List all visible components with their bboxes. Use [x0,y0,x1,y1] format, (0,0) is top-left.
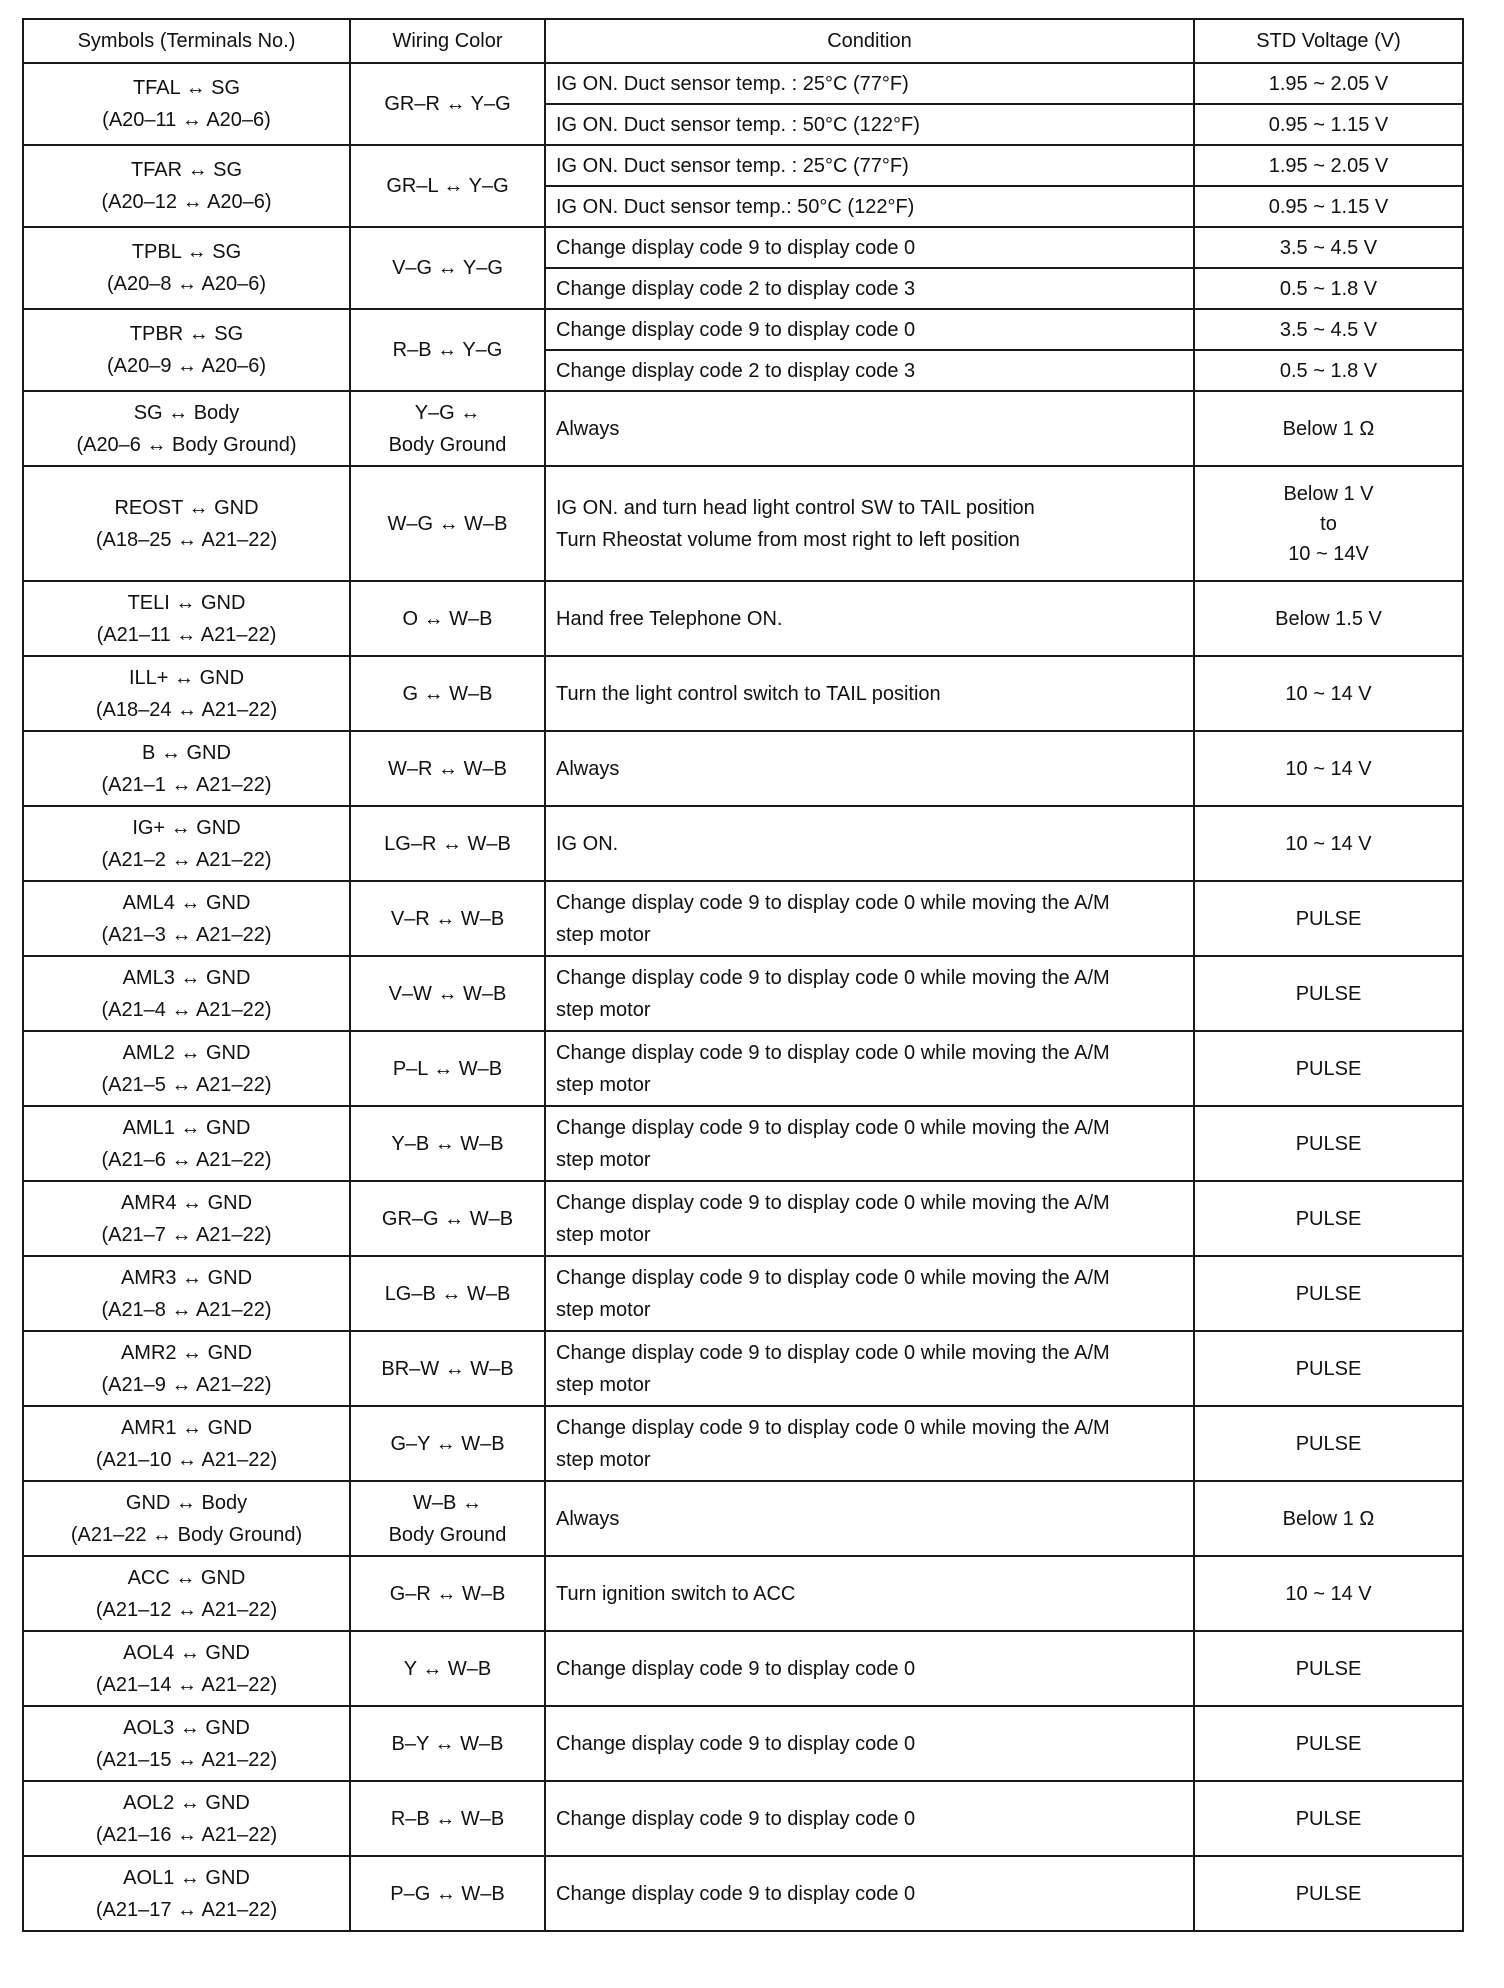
wiring-color-cell: R–B ↔ W–B [350,1781,545,1856]
std-voltage-cell: 1.95 ~ 2.05 V [1194,63,1463,104]
condition-cell: IG ON. Duct sensor temp.: 50°C (122°F) [545,186,1194,227]
table-row [23,1631,1463,1706]
condition-cell: Change display code 9 to display code 0 while moving the A/M step motor [545,1181,1194,1256]
spec-table [22,18,1464,1932]
condition-cell: Change display code 9 to display code 0 [545,1631,1194,1706]
wiring-color-cell: O ↔ W–B [350,581,545,656]
wiring-color-cell: Y–B ↔ W–B [350,1106,545,1181]
std-voltage-cell: Below 1.5 V [1194,581,1463,656]
std-voltage-cell: 10 ~ 14 V [1194,731,1463,806]
std-voltage-cell: 0.95 ~ 1.15 V [1194,104,1463,145]
std-voltage-cell: PULSE [1194,1856,1463,1931]
std-voltage-cell: 3.5 ~ 4.5 V [1194,227,1463,268]
symbol-cell: AOL1 ↔ GND (A21–17 ↔ A21–22) [23,1856,350,1931]
table-row [23,309,1463,350]
table-row [23,656,1463,731]
symbol-cell: ACC ↔ GND (A21–12 ↔ A21–22) [23,1556,350,1631]
condition-cell: Change display code 9 to display code 0 while moving the A/M step motor [545,1331,1194,1406]
wiring-color-cell: P–L ↔ W–B [350,1031,545,1106]
condition-cell: Change display code 9 to display code 0 [545,1706,1194,1781]
symbol-cell: AOL2 ↔ GND (A21–16 ↔ A21–22) [23,1781,350,1856]
col-header-wiring-color: Wiring Color [350,19,545,63]
symbol-cell: B ↔ GND (A21–1 ↔ A21–22) [23,731,350,806]
table-row [23,1481,1463,1556]
col-header-condition: Condition [545,19,1194,63]
std-voltage-cell: 0.5 ~ 1.8 V [1194,350,1463,391]
symbol-cell: AOL3 ↔ GND (A21–15 ↔ A21–22) [23,1706,350,1781]
condition-cell: IG ON. and turn head light control SW to TAIL position Turn Rheostat volume from most right to left position [545,466,1194,581]
header-row [23,19,1463,63]
table-row [23,63,1463,104]
condition-cell: Change display code 9 to display code 0 while moving the A/M step motor [545,881,1194,956]
condition-cell: Change display code 9 to display code 0 [545,1781,1194,1856]
symbol-cell: TFAL ↔ SG (A20–11 ↔ A20–6) [23,63,350,145]
std-voltage-cell: PULSE [1194,1256,1463,1331]
std-voltage-cell: PULSE [1194,881,1463,956]
std-voltage-cell: 0.5 ~ 1.8 V [1194,268,1463,309]
wiring-color-cell: LG–R ↔ W–B [350,806,545,881]
table-row [23,227,1463,268]
wiring-color-cell: B–Y ↔ W–B [350,1706,545,1781]
wiring-color-cell: Y ↔ W–B [350,1631,545,1706]
wiring-color-cell: V–W ↔ W–B [350,956,545,1031]
wiring-color-cell: GR–G ↔ W–B [350,1181,545,1256]
std-voltage-cell: PULSE [1194,1106,1463,1181]
wiring-color-cell: W–R ↔ W–B [350,731,545,806]
condition-cell: Change display code 9 to display code 0 while moving the A/M step motor [545,1406,1194,1481]
wiring-color-cell: G ↔ W–B [350,656,545,731]
condition-cell: Change display code 9 to display code 0 while moving the A/M step motor [545,1031,1194,1106]
table-row [23,391,1463,466]
wiring-color-cell: GR–R ↔ Y–G [350,63,545,145]
table-row [23,145,1463,186]
table-row [23,1406,1463,1481]
std-voltage-cell: Below 1 V to 10 ~ 14V [1194,466,1463,581]
table-row [23,731,1463,806]
condition-cell: IG ON. Duct sensor temp. : 25°C (77°F) [545,63,1194,104]
symbol-cell: AMR4 ↔ GND (A21–7 ↔ A21–22) [23,1181,350,1256]
symbol-cell: TPBL ↔ SG (A20–8 ↔ A20–6) [23,227,350,309]
table-row [23,1181,1463,1256]
symbol-cell: IG+ ↔ GND (A21–2 ↔ A21–22) [23,806,350,881]
wiring-color-cell: W–G ↔ W–B [350,466,545,581]
wiring-color-cell: W–B ↔ Body Ground [350,1481,545,1556]
std-voltage-cell: PULSE [1194,1406,1463,1481]
wiring-color-cell: LG–B ↔ W–B [350,1256,545,1331]
symbol-cell: REOST ↔ GND (A18–25 ↔ A21–22) [23,466,350,581]
table-row [23,581,1463,656]
wiring-color-cell: V–R ↔ W–B [350,881,545,956]
std-voltage-cell: PULSE [1194,1706,1463,1781]
condition-cell: IG ON. Duct sensor temp. : 50°C (122°F) [545,104,1194,145]
condition-cell: Change display code 9 to display code 0 while moving the A/M step motor [545,956,1194,1031]
wiring-color-cell: P–G ↔ W–B [350,1856,545,1931]
col-header-symbols: Symbols (Terminals No.) [23,19,350,63]
std-voltage-cell: Below 1 Ω [1194,1481,1463,1556]
condition-cell: Change display code 9 to display code 0 [545,1856,1194,1931]
std-voltage-cell: 0.95 ~ 1.15 V [1194,186,1463,227]
table-row [23,1781,1463,1856]
wiring-color-cell: G–R ↔ W–B [350,1556,545,1631]
condition-cell: Change display code 9 to display code 0 [545,227,1194,268]
symbol-cell: AML3 ↔ GND (A21–4 ↔ A21–22) [23,956,350,1031]
table-row [23,1856,1463,1931]
symbol-cell: TELI ↔ GND (A21–11 ↔ A21–22) [23,581,350,656]
table-row [23,1706,1463,1781]
table-row [23,956,1463,1031]
symbol-cell: AMR3 ↔ GND (A21–8 ↔ A21–22) [23,1256,350,1331]
std-voltage-cell: 3.5 ~ 4.5 V [1194,309,1463,350]
std-voltage-cell: PULSE [1194,1031,1463,1106]
wiring-color-cell: GR–L ↔ Y–G [350,145,545,227]
wiring-color-cell: BR–W ↔ W–B [350,1331,545,1406]
table-row [23,1556,1463,1631]
symbol-cell: TFAR ↔ SG (A20–12 ↔ A20–6) [23,145,350,227]
std-voltage-cell: PULSE [1194,956,1463,1031]
table-body [23,63,1463,1931]
symbol-cell: AMR1 ↔ GND (A21–10 ↔ A21–22) [23,1406,350,1481]
table-row [23,466,1463,581]
table-header [23,19,1463,63]
symbol-cell: AML1 ↔ GND (A21–6 ↔ A21–22) [23,1106,350,1181]
std-voltage-cell: PULSE [1194,1181,1463,1256]
condition-cell: Always [545,731,1194,806]
table-row [23,806,1463,881]
symbol-cell: AML4 ↔ GND (A21–3 ↔ A21–22) [23,881,350,956]
symbol-cell: AML2 ↔ GND (A21–5 ↔ A21–22) [23,1031,350,1106]
symbol-cell: SG ↔ Body (A20–6 ↔ Body Ground) [23,391,350,466]
condition-cell: IG ON. Duct sensor temp. : 25°C (77°F) [545,145,1194,186]
condition-cell: Turn ignition switch to ACC [545,1556,1194,1631]
table-row [23,1256,1463,1331]
std-voltage-cell: PULSE [1194,1781,1463,1856]
std-voltage-cell: 10 ~ 14 V [1194,656,1463,731]
table-row [23,881,1463,956]
condition-cell: IG ON. [545,806,1194,881]
symbol-cell: GND ↔ Body (A21–22 ↔ Body Ground) [23,1481,350,1556]
symbol-cell: TPBR ↔ SG (A20–9 ↔ A20–6) [23,309,350,391]
std-voltage-cell: PULSE [1194,1631,1463,1706]
condition-cell: Change display code 2 to display code 3 [545,350,1194,391]
std-voltage-cell: 10 ~ 14 V [1194,806,1463,881]
condition-cell: Change display code 9 to display code 0 while moving the A/M step motor [545,1106,1194,1181]
table-row [23,1331,1463,1406]
symbol-cell: ILL+ ↔ GND (A18–24 ↔ A21–22) [23,656,350,731]
wiring-color-cell: G–Y ↔ W–B [350,1406,545,1481]
condition-cell: Change display code 2 to display code 3 [545,268,1194,309]
condition-cell: Always [545,391,1194,466]
wiring-color-cell: V–G ↔ Y–G [350,227,545,309]
condition-cell: Always [545,1481,1194,1556]
symbol-cell: AOL4 ↔ GND (A21–14 ↔ A21–22) [23,1631,350,1706]
std-voltage-cell: 10 ~ 14 V [1194,1556,1463,1631]
table-row [23,1106,1463,1181]
std-voltage-cell: 1.95 ~ 2.05 V [1194,145,1463,186]
condition-cell: Turn the light control switch to TAIL position [545,656,1194,731]
condition-cell: Hand free Telephone ON. [545,581,1194,656]
wiring-color-cell: R–B ↔ Y–G [350,309,545,391]
std-voltage-cell: PULSE [1194,1331,1463,1406]
symbol-cell: AMR2 ↔ GND (A21–9 ↔ A21–22) [23,1331,350,1406]
col-header-std-voltage: STD Voltage (V) [1194,19,1463,63]
std-voltage-cell: Below 1 Ω [1194,391,1463,466]
wiring-color-cell: Y–G ↔ Body Ground [350,391,545,466]
table-row [23,1031,1463,1106]
condition-cell: Change display code 9 to display code 0 [545,309,1194,350]
condition-cell: Change display code 9 to display code 0 while moving the A/M step motor [545,1256,1194,1331]
